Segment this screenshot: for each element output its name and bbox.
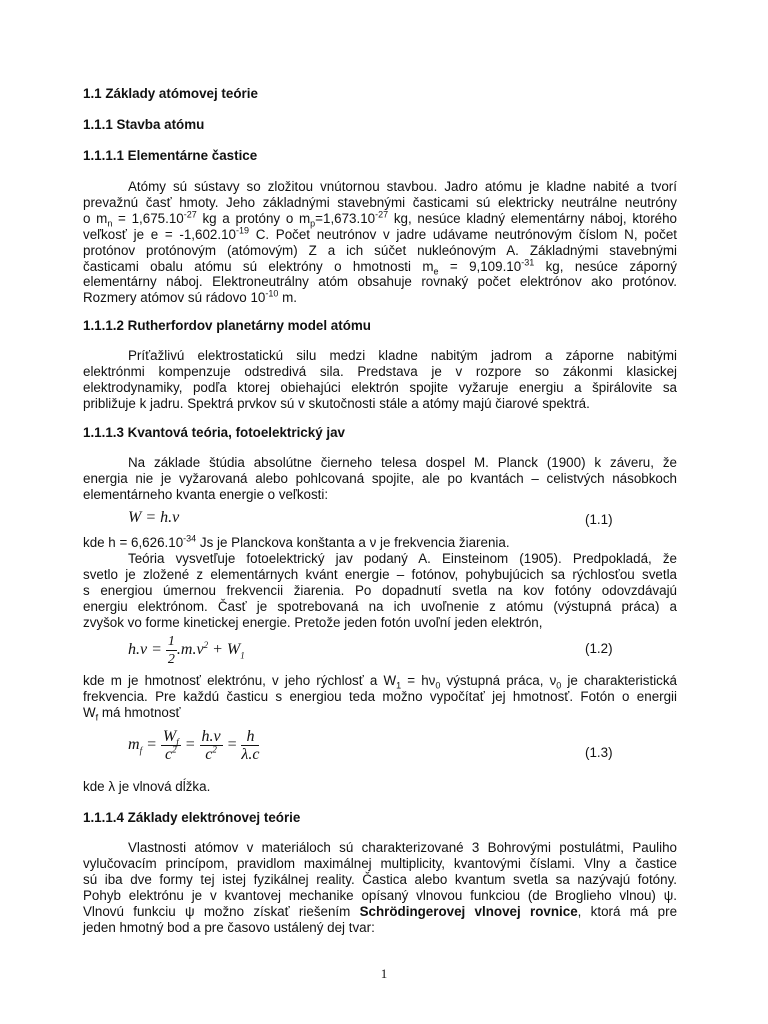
heading-1-1-1-4: 1.1.1.4 Základy elektrónovej teórie [83,810,301,825]
paragraph-electron-theory: Vlastnosti atómov v materiáloch sú charakterizované 3 Bohrovými postulátmi, Pauliho vylučovacím princípom, pravidlom maximálnej multiplicity, kvantovými číslami. Vlny a častice sú iba dve formy tej istej fyzikálnej reality. Častica alebo kvantum svetla sa nazývajú fotóny. Pohyb elektrónu je v kvantovej mechanike opísaný vlnovou funkciou (de Broglieho vlnou) ψ. Vlnovú funkciu ψ možno získať riešením Schrödingerovej vlnovej rovnice, ktorá má pre jeden hmotný bod a pre časovo ustálený dej tvar: [83,840,678,935]
equation-number-1-2: (1.2) [585,641,613,656]
page-number: 1 [380,966,388,981]
heading-1-1-1-1: 1.1.1.1 Elementárne častice [83,148,258,163]
paragraph-quantum-theory: Na základe štúdia absolútne čierneho telesa dospel M. Planck (1900) k záveru, že energia nie je vyžarovaná alebo pohlcovaná spojite, ale po kvantách – celistvých násobkoch elementárneho kvanta energie o veľkosti: [83,455,677,502]
paragraph-electron-mass: kde m je hmotnosť elektrónu, v jeho rýchlosť a $W_1 = h\nu_0$ výstupná práca, $\nu_0$ je charakteristická frekvencia. Pre každú časticu s energiou teda možno vypočítať jej hmotnosť. Fotón o energii $W_f$ má hmotnosť [83,673,678,723]
paragraph-rutherford-model: Príťažlivú elektrostatickú silu medzi kladne nabitým jadrom a záporne nabitými elektrónmi kompenzuje odstredivá sila. Predstava je v rozpore so zákonmi klasickej elektrodynamiky, podľa ktorej obiehajúci elektrón spojite vyžaruje energiu a špirálovite sa približuje k jadru. Spektrá prvkov sú v skutočnosti stále a atómy majú čiarové spektrá. [83,348,677,411]
equation-1-3: $m_f$ = $\frac{W_f}{c^2}$ = $\frac{h.\nu}{c^2}$ = $\frac{h}{\lambda.c}$ [128,728,260,763]
heading-1-1-1-3: 1.1.1.3 Kvantová teória, fotoelektrický jav [83,425,345,440]
equation-number-1-1: (1.1) [585,512,613,527]
heading-1-1-1: 1.1.1 Stavba atómu [83,117,205,132]
paragraph-elementary-particles: Atómy sú sústavy so zložitou vnútornou stavbou. Jadro atómu je kladne nabité a tvorí prevažnú časť hmoty. Jeho základnými stavebnými časticami sú elektricky neutrálne neutróny o $m_n = 1,675.10^{-27}$ kg a protóny o $m_p=1,673.10^{-27}$ kg, nesúce kladný elementárny náboj, ktorého veľkosť je $e = -1,602.10^{-19}$ C. Počet neutrónov v jadre udávame neutrónovým číslom N, počet protónov protónovým (atómovým) Z a ich súčet nukleónovým A. Základnými stavebnými časticami obalu atómu sú elektróny o hmotnosti $m_e = 9,109.10^{-31}$ kg, nesúce záporný elementárny náboj. Elektroneutrálny atóm obsahuje rovnaký počet elektrónov ako protónov. Rozmery atómov sú rádovo $10^{-10}$ m. [83,179,678,306]
paragraph-photoelectric-effect: Teória vysvetľuje fotoelektrický jav podaný A. Einsteinom (1905). Predpokladá, že svetlo je zložené z elementárnych kvánt energie – fotónov, pohybujúcich sa rýchlosťou svetla s energiou úmernou frekvencii žiarenia. Po dopadnutí svetla na kov fotóny odovzdávajú energiu elektrónom. Časť je spotrebovaná na ich uvoľnenie z atómu (výstupná práca) a zvyšok vo forme kinetickej energie. Pretože jeden fotón uvoľní jeden elektrón, [83,551,677,630]
paragraph-planck-constant: kde $h = 6,626.10^{-34}$ Js je Planckova konštanta a ν je frekvencia žiarenia. [83,533,510,550]
paragraph-wavelength: kde λ je vlnová dĺžka. [83,779,211,794]
heading-1-1: 1.1 Základy atómovej teórie [83,86,258,101]
equation-1-2: h.ν = $\frac{1}{2}$ $.m.\nu^2 + W_1$ [128,634,245,667]
heading-1-1-1-2: 1.1.1.2 Rutherfordov planetárny model atómu [83,318,371,333]
equation-1-1: W = h.ν [128,509,180,526]
equation-number-1-3: (1.3) [585,745,613,760]
